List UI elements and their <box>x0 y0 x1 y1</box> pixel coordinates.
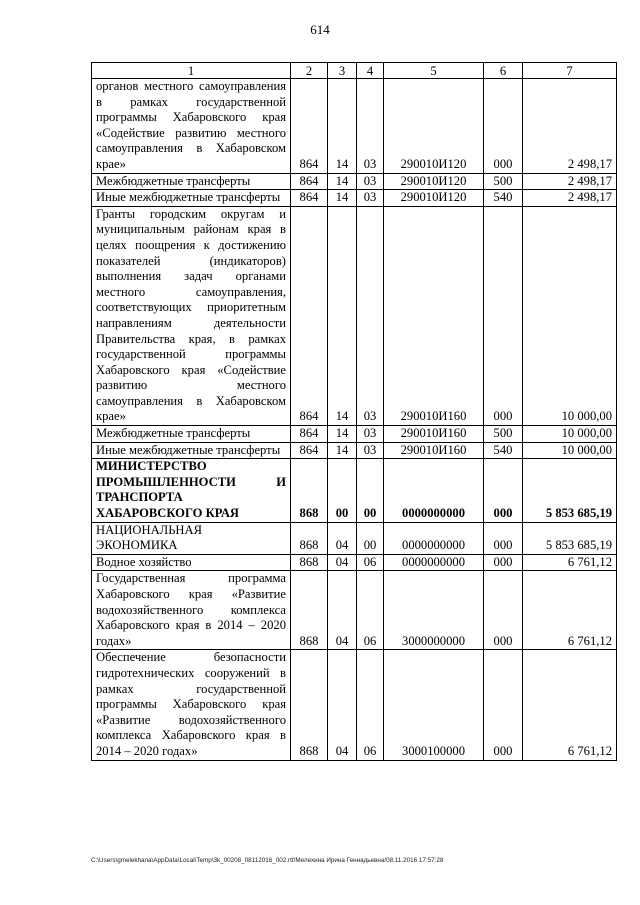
cell-name: Межбюджетные трансферты <box>92 173 291 190</box>
cell-pr: 06 <box>357 571 384 650</box>
cell-vr: 000 <box>484 554 523 571</box>
cell-rz: 14 <box>328 426 357 443</box>
cell-sum: 2 498,17 <box>523 79 617 174</box>
cell-rz: 14 <box>328 173 357 190</box>
cell-ved: 864 <box>291 190 328 207</box>
cell-pr: 03 <box>357 442 384 459</box>
budget-table <box>91 62 617 761</box>
cell-name: Обеспечение безопасности гидротехнических сооружений в рамках государственной программы Хабаровского края «Развитие водохозяйственного комплекса Хабаровского края в 2014 – 2020 годах» <box>92 650 291 760</box>
cell-pr: 06 <box>357 554 384 571</box>
table-row <box>92 571 617 650</box>
footer-file-path: C:\Users\gmelekhana\AppData\Local\Temp\3k_00208_08112016_002.rtf/Мелехина Ирина Геннадьевна/08.11.2016 17:57:28 <box>91 857 444 864</box>
cell-pr: 03 <box>357 79 384 174</box>
cell-sum: 10 000,00 <box>523 206 617 425</box>
cell-sum: 6 761,12 <box>523 650 617 760</box>
cell-name: Гранты городским округам и муниципальным районам края в целях поощрения к достижению показателей (индикаторов) выполнения задач органами местного самоуправления, соответствующих приоритетным направлениям деятельности Правительства края, в рамках государственной программы Хабаровского края «Содействие развитию местного самоуправления в Хабаровском крае» <box>92 206 291 425</box>
cell-vr: 000 <box>484 650 523 760</box>
cell-csr: 290010И120 <box>384 173 484 190</box>
table-row <box>92 522 617 554</box>
cell-vr: 000 <box>484 79 523 174</box>
cell-name: Иные межбюджетные трансферты <box>92 190 291 207</box>
table-row <box>92 459 617 522</box>
table-body <box>92 79 617 761</box>
column-header: 4 <box>357 63 384 79</box>
cell-vr: 000 <box>484 522 523 554</box>
cell-ved: 864 <box>291 426 328 443</box>
cell-name: НАЦИОНАЛЬНАЯ ЭКОНОМИКА <box>92 522 291 554</box>
cell-pr: 06 <box>357 650 384 760</box>
cell-csr: 290010И160 <box>384 442 484 459</box>
cell-name: Водное хозяйство <box>92 554 291 571</box>
cell-rz: 04 <box>328 571 357 650</box>
cell-vr: 000 <box>484 459 523 522</box>
table-row <box>92 190 617 207</box>
cell-rz: 14 <box>328 79 357 174</box>
column-header: 5 <box>384 63 484 79</box>
cell-name: МИНИСТЕРСТВО ПРОМЫШЛЕННОСТИ И ТРАНСПОРТА ХАБАРОВСКОГО КРАЯ <box>92 459 291 522</box>
table-row <box>92 79 617 174</box>
cell-ved: 864 <box>291 173 328 190</box>
table-row <box>92 206 617 425</box>
cell-pr: 03 <box>357 426 384 443</box>
cell-sum: 5 853 685,19 <box>523 459 617 522</box>
cell-sum: 10 000,00 <box>523 426 617 443</box>
cell-sum: 5 853 685,19 <box>523 522 617 554</box>
cell-pr: 00 <box>357 522 384 554</box>
cell-rz: 14 <box>328 442 357 459</box>
cell-csr: 3000000000 <box>384 571 484 650</box>
column-header: 3 <box>328 63 357 79</box>
cell-name: Межбюджетные трансферты <box>92 426 291 443</box>
cell-csr: 0000000000 <box>384 522 484 554</box>
cell-ved: 868 <box>291 650 328 760</box>
cell-name: Иные межбюджетные трансферты <box>92 442 291 459</box>
cell-rz: 00 <box>328 459 357 522</box>
cell-sum: 6 761,12 <box>523 554 617 571</box>
cell-ved: 864 <box>291 206 328 425</box>
cell-ved: 868 <box>291 522 328 554</box>
cell-csr: 0000000000 <box>384 554 484 571</box>
cell-sum: 2 498,17 <box>523 190 617 207</box>
cell-ved: 868 <box>291 571 328 650</box>
cell-sum: 6 761,12 <box>523 571 617 650</box>
cell-rz: 04 <box>328 522 357 554</box>
table-row <box>92 426 617 443</box>
table-row <box>92 442 617 459</box>
cell-pr: 03 <box>357 206 384 425</box>
cell-vr: 540 <box>484 442 523 459</box>
cell-rz: 14 <box>328 206 357 425</box>
cell-rz: 04 <box>328 650 357 760</box>
cell-ved: 864 <box>291 79 328 174</box>
cell-csr: 0000000000 <box>384 459 484 522</box>
cell-name: органов местного самоуправления в рамках государственной программы Хабаровского края «Содействие развитию местного самоуправления в Хабаровском крае» <box>92 79 291 174</box>
page-number: 614 <box>310 22 330 37</box>
cell-pr: 03 <box>357 173 384 190</box>
cell-csr: 3000100000 <box>384 650 484 760</box>
cell-pr: 00 <box>357 459 384 522</box>
cell-ved: 864 <box>291 442 328 459</box>
table-header-row <box>92 63 617 79</box>
cell-csr: 290010И120 <box>384 79 484 174</box>
cell-sum: 2 498,17 <box>523 173 617 190</box>
cell-rz: 14 <box>328 190 357 207</box>
table-row <box>92 173 617 190</box>
cell-csr: 290010И160 <box>384 206 484 425</box>
cell-ved: 868 <box>291 459 328 522</box>
cell-vr: 000 <box>484 571 523 650</box>
column-header: 7 <box>523 63 617 79</box>
table-row <box>92 650 617 760</box>
cell-pr: 03 <box>357 190 384 207</box>
cell-name: Государственная программа Хабаровского края «Развитие водохозяйственного комплекса Хабаровского края в 2014 – 2020 годах» <box>92 571 291 650</box>
cell-vr: 500 <box>484 426 523 443</box>
cell-vr: 500 <box>484 173 523 190</box>
cell-ved: 868 <box>291 554 328 571</box>
cell-rz: 04 <box>328 554 357 571</box>
table-row <box>92 554 617 571</box>
column-header: 1 <box>92 63 291 79</box>
cell-csr: 290010И160 <box>384 426 484 443</box>
cell-vr: 540 <box>484 190 523 207</box>
column-header: 2 <box>291 63 328 79</box>
column-header: 6 <box>484 63 523 79</box>
cell-vr: 000 <box>484 206 523 425</box>
cell-csr: 290010И120 <box>384 190 484 207</box>
cell-sum: 10 000,00 <box>523 442 617 459</box>
